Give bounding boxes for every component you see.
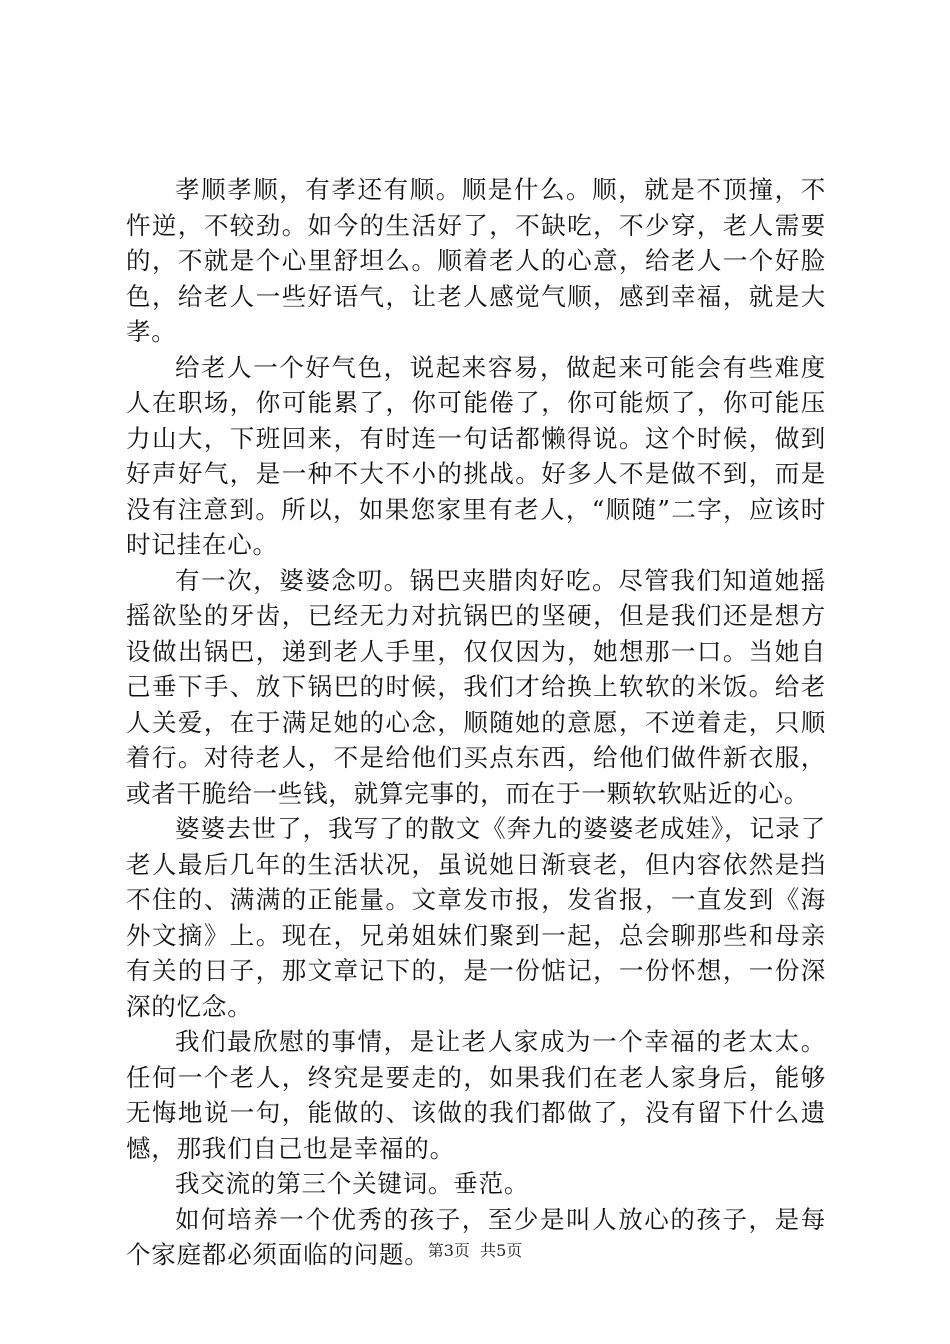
paragraph-1: 孝顺孝顺，有孝还有顺。顺是什么。顺，就是不顶撞，不忤逆，不较劲。如今的生活好了，不缺吃，不少穿，老人需要的，不就是个心里舒坦么。顺着老人的心意，给老人一个好脸色，给老人一些好语气，让老人感觉气顺，感到幸福，就是大孝。 [126,175,826,346]
paragraph-4: 婆婆去世了，我写了的散文《奔九的婆婆老成娃》，记录了老人最后几年的生活状况，虽说她日渐衰老，但内容依然是挡不住的、满满的正能量。文章发市报，发省报，一直发到《海外文摘》上。现在，兄弟姐妹们聚到一起，总会聊那些和母亲有关的日子，那文章记下的，是一份惦记，一份怀想，一份深深的忆念。 [126,814,826,1021]
page-footer [0,1241,950,1261]
paragraph-2: 给老人一个好气色，说起来容易，做起来可能会有些难度人在职场，你可能累了，你可能倦了，你可能烦了，你可能压力山大，下班回来，有时连一句话都懒得说。这个时候，做到好声好气，是一种不大不小的挑战。好多人不是做不到，而是没有注意到。所以，如果您家里有老人，“顺随”二字，应该时时记挂在心。 [126,352,826,559]
page-number-label: 第3页 共5页 [427,1241,523,1260]
paragraph-3: 有一次，婆婆念叨。锅巴夹腊肉好吃。尽管我们知道她摇摇欲坠的牙齿，已经无力对抗锅巴的坚硬，但是我们还是想方设做出锅巴，递到老人手里，仅仅因为，她想那一口。当她自己垂下手、放下锅巴的时候，我们才给换上软软的米饭。给老人关爱，在于满足她的心念，顺随她的意愿，不逆着走，只顺着行。对待老人，不是给他们买点东西，给他们做件新衣服，或者干脆给一些钱，就算完事的，而在于一颗软软贴近的心。 [126,565,826,808]
paragraph-5: 我们最欣慰的事情，是让老人家成为一个幸福的老太太。任何一个老人，终究是要走的，如果我们在老人家身后，能够无悔地说一句，能做的、该做的我们都做了，没有留下什么遗憾，那我们自己也是幸福的。 [126,1027,826,1163]
document-body [126,172,826,1273]
paragraph-7: 如何培养一个优秀的孩子，至少是叫人放心的孩子，是每个家庭都必须面临的问题。 [126,1204,826,1269]
paragraph-6: 我交流的第三个关键词。垂范。 [175,1169,530,1198]
